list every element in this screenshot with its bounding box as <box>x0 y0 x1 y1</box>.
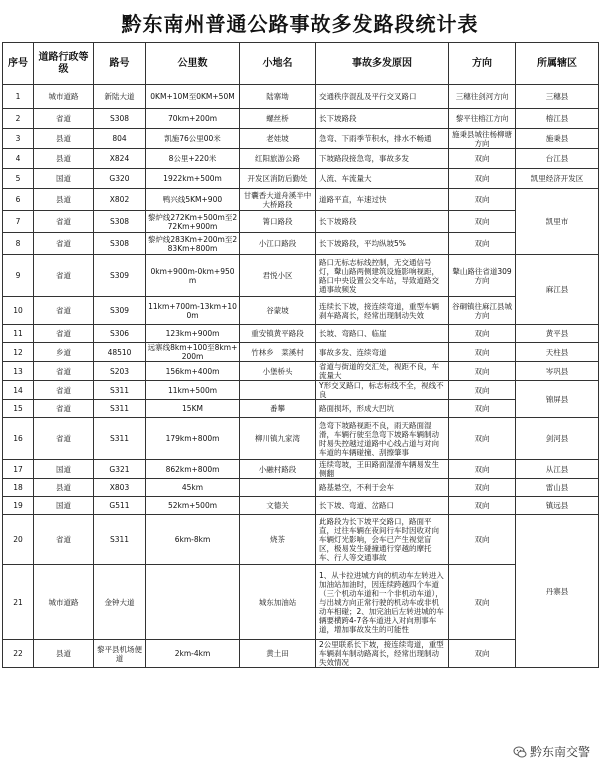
cell-no: 1 <box>3 85 34 109</box>
table-header-row <box>3 43 599 85</box>
cell-place: 螺丝桥 <box>240 109 316 129</box>
cell-road: S311 <box>94 515 146 565</box>
cell-road: G320 <box>94 169 146 189</box>
cell-place: 甘囊香大道舟溪半中大桥路段 <box>240 189 316 211</box>
table-row <box>3 565 599 640</box>
cell-road: 新陆大道 <box>94 85 146 109</box>
cell-direction: 双向 <box>449 169 516 189</box>
cell-region: 黄平县 <box>516 325 599 343</box>
table-row <box>3 129 599 149</box>
accident-table <box>2 42 599 668</box>
cell-level: 县道 <box>34 479 94 497</box>
cell-level: 省道 <box>34 211 94 233</box>
cell-no: 21 <box>3 565 34 640</box>
cell-reason: 省道与街道的交汇处，视距不良，车流量大 <box>316 362 449 381</box>
cell-direction: 双向 <box>449 479 516 497</box>
table-row <box>3 640 599 668</box>
cell-km: 15KM <box>146 400 240 418</box>
cell-km: 1922km+500m <box>146 169 240 189</box>
cell-reason: 下坡路段接急弯，事故多发 <box>316 149 449 169</box>
cell-direction: 双向 <box>449 325 516 343</box>
cell-no: 5 <box>3 169 34 189</box>
cell-direction: 双向 <box>449 515 516 565</box>
table-row <box>3 189 599 211</box>
cell-place: 小融村路段 <box>240 460 316 479</box>
cell-level: 乡道 <box>34 343 94 362</box>
cell-place: 箐口路段 <box>240 211 316 233</box>
cell-km: 123km+900m <box>146 325 240 343</box>
cell-no: 2 <box>3 109 34 129</box>
cell-km: 52km+500m <box>146 497 240 515</box>
cell-direction: 双向 <box>449 149 516 169</box>
cell-level: 国道 <box>34 169 94 189</box>
cell-no: 6 <box>3 189 34 211</box>
cell-road: 金钟大道 <box>94 565 146 640</box>
cell-no: 16 <box>3 418 34 460</box>
cell-no: 14 <box>3 381 34 400</box>
cell-road: S311 <box>94 381 146 400</box>
watermark-text: 黔东南交警 <box>529 745 590 759</box>
cell-no: 12 <box>3 343 34 362</box>
cell-reason: 急弯、下雨季节积水，排水不畅通 <box>316 129 449 149</box>
table-row <box>3 460 599 479</box>
cell-km: 6km-8km <box>146 515 240 565</box>
cell-road: X803 <box>94 479 146 497</box>
cell-road: S308 <box>94 211 146 233</box>
cell-road: 804 <box>94 129 146 149</box>
cell-no: 4 <box>3 149 34 169</box>
header-no: 序号 <box>3 43 34 85</box>
cell-reason: 长下坡路段 <box>316 109 449 129</box>
cell-direction: 双向 <box>449 565 516 640</box>
table-row <box>3 325 599 343</box>
cell-road: X802 <box>94 189 146 211</box>
cell-region: 剑河县 <box>516 418 599 460</box>
cell-km: 11km+500m <box>146 381 240 400</box>
cell-reason: Y形交叉路口，标志标线不全，视线不良 <box>316 381 449 400</box>
header-direction: 方向 <box>449 43 516 85</box>
cell-place: 开发区消防后勤处 <box>240 169 316 189</box>
cell-place: 番攀 <box>240 400 316 418</box>
cell-direction: 双向 <box>449 381 516 400</box>
cell-reason: 此路段为长下坡平交路口，路面平直，过往车辆在夜间行车时因收对向车辆灯光影响，会车已产生视觉盲区，极易发生碰撞通行穿越的摩托车、行人等交通事故 <box>316 515 449 565</box>
table-row <box>3 211 599 233</box>
cell-region: 台江县 <box>516 149 599 169</box>
cell-region: 三穗县 <box>516 85 599 109</box>
cell-level: 省道 <box>34 255 94 297</box>
cell-level: 省道 <box>34 109 94 129</box>
cell-road: S308 <box>94 109 146 129</box>
cell-no: 11 <box>3 325 34 343</box>
cell-road: S309 <box>94 255 146 297</box>
cell-place <box>240 479 316 497</box>
cell-no: 10 <box>3 297 34 325</box>
cell-km: 862km+800m <box>146 460 240 479</box>
cell-level: 国道 <box>34 460 94 479</box>
cell-reason: 1、从卡拉进城方向的机动车左转进入加油站加油时，因连续跨越四个车道（三个机动车道和一个非机动车道），与出城方向正常行驶的机动车或非机动车相碰；2、加完油后左转进城的车辆要横跨4-7各车道进入对向刑事车道，增加事故发生的可能性 <box>316 565 449 640</box>
table-row <box>3 169 599 189</box>
cell-region: 凯里经济开发区 <box>516 169 599 189</box>
cell-level: 省道 <box>34 297 94 325</box>
cell-place <box>240 381 316 400</box>
table-row <box>3 109 599 129</box>
cell-region: 锦屏县 <box>516 381 599 418</box>
cell-km: 黎炉线283Km+200m至283Km+800m <box>146 233 240 255</box>
table-row <box>3 515 599 565</box>
cell-place: 竹林乡 菜溪村 <box>240 343 316 362</box>
cell-reason: 路口无标志标线控制，无交通信号灯，鼙山路两侧建筑设施影响视距，路口中央设置公交车站，导致道路交通事故频发 <box>316 255 449 297</box>
cell-level: 省道 <box>34 325 94 343</box>
cell-place: 陆寨坳 <box>240 85 316 109</box>
cell-reason: 交通秩序混乱及平行交叉路口 <box>316 85 449 109</box>
cell-region: 榕江县 <box>516 109 599 129</box>
cell-place: 黄土田 <box>240 640 316 668</box>
cell-region: 岑巩县 <box>516 362 599 381</box>
cell-level: 县道 <box>34 189 94 211</box>
cell-no: 3 <box>3 129 34 149</box>
table-row <box>3 362 599 381</box>
cell-road: 黎平县机场便道 <box>94 640 146 668</box>
cell-direction: 双向 <box>449 233 516 255</box>
cell-direction: 三穗往剑河方向 <box>449 85 516 109</box>
table-row <box>3 255 599 297</box>
cell-place: 烧茶 <box>240 515 316 565</box>
cell-region: 麻江县 <box>516 255 599 325</box>
cell-place: 文德关 <box>240 497 316 515</box>
cell-reason: 长下坡、弯道、岔路口 <box>316 497 449 515</box>
cell-km: 0KM+10M至0KM+50M <box>146 85 240 109</box>
cell-reason: 路基悬空，不利于会车 <box>316 479 449 497</box>
cell-reason: 路面损坏，形成大凹坑 <box>316 400 449 418</box>
cell-level: 城市道路 <box>34 85 94 109</box>
cell-reason: 急弯下坡路视距不良，雨天路面湿滑，车辆行驶至急弯下坡路车辆制动时易失控越过道路中心线占道与对向车道的车辆碰撞、刮擦肇事 <box>316 418 449 460</box>
cell-level: 省道 <box>34 400 94 418</box>
cell-direction: 谷硐镇往麻江县城方向 <box>449 297 516 325</box>
cell-level: 省道 <box>34 381 94 400</box>
header-place: 小地名 <box>240 43 316 85</box>
cell-place: 小堡桥头 <box>240 362 316 381</box>
cell-place: 谷蒙坡 <box>240 297 316 325</box>
cell-no: 15 <box>3 400 34 418</box>
header-km: 公里数 <box>146 43 240 85</box>
cell-level: 省道 <box>34 418 94 460</box>
cell-level: 县道 <box>34 129 94 149</box>
cell-reason: 道路平直，车速过快 <box>316 189 449 211</box>
cell-km: 鸭兴线5KM+900 <box>146 189 240 211</box>
cell-direction: 双向 <box>449 211 516 233</box>
cell-level: 县道 <box>34 149 94 169</box>
cell-direction: 黎平往榕江方向 <box>449 109 516 129</box>
header-level: 道路行政等级 <box>34 43 94 85</box>
cell-region: 镇远县 <box>516 497 599 515</box>
header-region: 所属辖区 <box>516 43 599 85</box>
table-row <box>3 479 599 497</box>
cell-level: 县道 <box>34 640 94 668</box>
cell-direction: 施秉县城往杨柳塘方向 <box>449 129 516 149</box>
cell-direction: 双向 <box>449 189 516 211</box>
cell-level: 国道 <box>34 497 94 515</box>
cell-reason: 连续长下坡，接连续弯道，重型车辆刹车路离长，经常出现制动失效 <box>316 297 449 325</box>
cell-km <box>146 565 240 640</box>
cell-direction: 双向 <box>449 497 516 515</box>
cell-direction: 双向 <box>449 343 516 362</box>
cell-km: 11km+700m-13km+100m <box>146 297 240 325</box>
cell-place: 柳川镇九家湾 <box>240 418 316 460</box>
table-row <box>3 297 599 325</box>
cell-no: 9 <box>3 255 34 297</box>
cell-reason: 2公里联系长下坡，接连续弯道，重型车辆刹车制动路离长，经常出现制动失效情况 <box>316 640 449 668</box>
cell-km: 2km-4km <box>146 640 240 668</box>
cell-road: S203 <box>94 362 146 381</box>
cell-direction: 双向 <box>449 418 516 460</box>
cell-km: 8公里+220米 <box>146 149 240 169</box>
cell-place: 城东加油站 <box>240 565 316 640</box>
cell-level: 省道 <box>34 233 94 255</box>
cell-region: 凯里市 <box>516 189 599 255</box>
cell-km: 179km+800m <box>146 418 240 460</box>
cell-no: 8 <box>3 233 34 255</box>
cell-place: 君悦小区 <box>240 255 316 297</box>
cell-road: G511 <box>94 497 146 515</box>
table-row <box>3 400 599 418</box>
table-row <box>3 343 599 362</box>
header-road: 路号 <box>94 43 146 85</box>
cell-km: 0km+900m-0km+950m <box>146 255 240 297</box>
cell-level: 省道 <box>34 362 94 381</box>
cell-road: S309 <box>94 297 146 325</box>
header-reason: 事故多发原因 <box>316 43 449 85</box>
cell-level: 省道 <box>34 515 94 565</box>
cell-direction: 双向 <box>449 400 516 418</box>
cell-no: 20 <box>3 515 34 565</box>
cell-no: 19 <box>3 497 34 515</box>
cell-region: 施秉县 <box>516 129 599 149</box>
cell-reason: 长下坡路段，平均纵坡5% <box>316 233 449 255</box>
cell-direction: 双向 <box>449 362 516 381</box>
cell-reason: 长下坡路段 <box>316 211 449 233</box>
table-row <box>3 497 599 515</box>
cell-place: 小江口路段 <box>240 233 316 255</box>
cell-road: X824 <box>94 149 146 169</box>
cell-reason: 人流、车流量大 <box>316 169 449 189</box>
cell-road: 48510 <box>94 343 146 362</box>
cell-km: 45km <box>146 479 240 497</box>
cell-km: 156km+400m <box>146 362 240 381</box>
cell-reason: 连续弯坡，王田路面湿滑车辆易发生侧翻 <box>316 460 449 479</box>
table-row <box>3 85 599 109</box>
cell-no: 7 <box>3 211 34 233</box>
cell-road: G321 <box>94 460 146 479</box>
cell-direction: 双向 <box>449 640 516 668</box>
cell-road: S311 <box>94 400 146 418</box>
cell-km: 70km+200m <box>146 109 240 129</box>
cell-road: S306 <box>94 325 146 343</box>
cell-road: S308 <box>94 233 146 255</box>
table-row <box>3 381 599 400</box>
cell-reason: 事故多发、连续弯道 <box>316 343 449 362</box>
table-row <box>3 233 599 255</box>
cell-km: 远寨线8km+100至8km+200m <box>146 343 240 362</box>
cell-place: 重安镇黄平路段 <box>240 325 316 343</box>
page-title: 黔东南州普通公路事故多发路段统计表 <box>121 12 479 36</box>
wechat-bubble-icon <box>513 745 527 759</box>
cell-place: 老娃坡 <box>240 129 316 149</box>
table-row <box>3 149 599 169</box>
cell-no: 18 <box>3 479 34 497</box>
cell-direction: 双向 <box>449 460 516 479</box>
cell-road: S311 <box>94 418 146 460</box>
cell-direction: 鼙山路往省道309方向 <box>449 255 516 297</box>
cell-level: 城市道路 <box>34 565 94 640</box>
cell-place: 红阳旅游公路 <box>240 149 316 169</box>
watermark <box>513 743 590 760</box>
cell-region: 雷山县 <box>516 479 599 497</box>
cell-region: 丹寨县 <box>516 515 599 668</box>
cell-no: 22 <box>3 640 34 668</box>
cell-no: 17 <box>3 460 34 479</box>
cell-km: 黎炉线272Km+500m至272Km+900m <box>146 211 240 233</box>
cell-reason: 长坡、弯路口、临崖 <box>316 325 449 343</box>
table-row <box>3 418 599 460</box>
cell-km: 凯施76公里00米 <box>146 129 240 149</box>
cell-region: 天柱县 <box>516 343 599 362</box>
cell-region: 从江县 <box>516 460 599 479</box>
cell-no: 13 <box>3 362 34 381</box>
